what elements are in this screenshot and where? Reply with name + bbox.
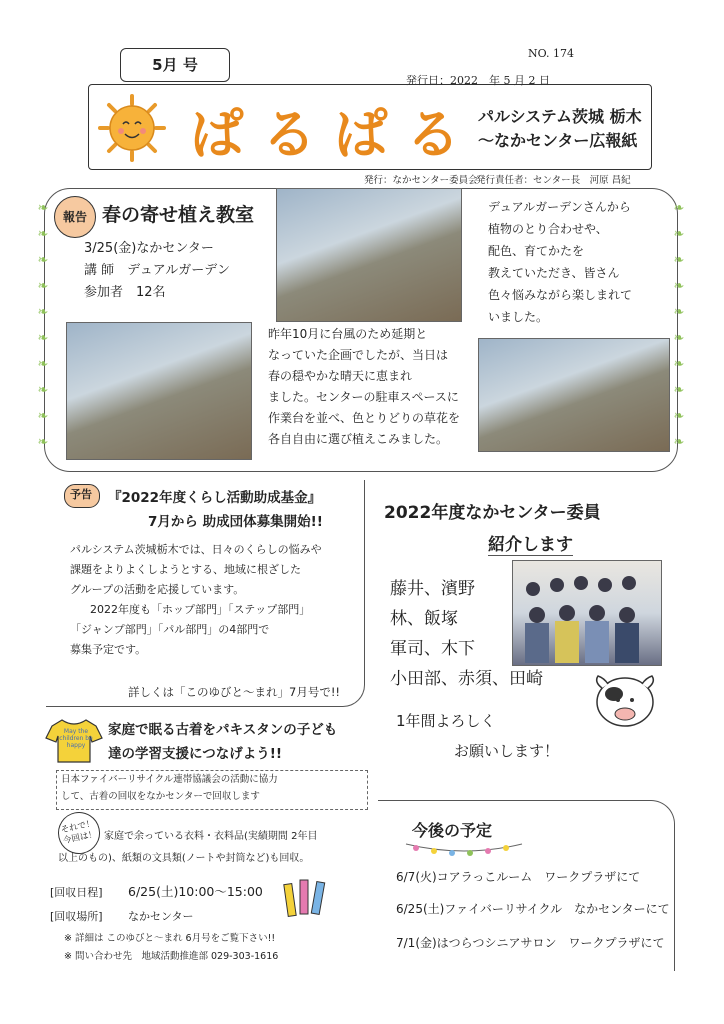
- committee-name-line: 藤井、濱野: [390, 579, 475, 599]
- clothes-body-line: 以上のもの)、紙類の文具類(ノートや封筒など)も回収。: [58, 853, 310, 864]
- notice-heading-1: 『2022年度くらし活動助成基金』: [108, 490, 322, 506]
- sun-icon: [98, 94, 166, 162]
- report-body: [268, 324, 474, 450]
- clothes-body: [104, 826, 366, 848]
- responsible-credit: 発行責任者：センター長 河原 昌紀: [476, 175, 631, 186]
- issue-month-tab: 5月 号: [120, 48, 230, 82]
- issue-number: NO. 174: [528, 47, 574, 60]
- committee-greeting-2: お願いします！: [454, 742, 560, 760]
- clothes-note-line: して、古着の回収をなかセンターで回収します: [61, 791, 260, 802]
- notice-body-line: 「ジャンプ部門」「パル部門」の4部門で: [70, 623, 270, 636]
- committee-photo: [512, 560, 662, 666]
- clothes-body-line: 家庭で余っている衣料・衣料品(実績期間 2年目: [104, 831, 318, 842]
- date-label: [回収日程]: [50, 886, 103, 899]
- report-badge: 報告: [54, 196, 96, 238]
- report-photo-3: [478, 338, 670, 452]
- committee-name-line: 軍司、木下: [390, 639, 475, 659]
- report-side-line: デュアルガーデンさんから: [488, 200, 631, 214]
- report-photo-1: [276, 188, 462, 322]
- report-side-line: 色々悩みながら楽しまれて: [488, 288, 633, 302]
- schedule-item-1: 6/7(火)コアラっこルーム ワークプラザにて: [396, 870, 641, 884]
- report-side-line: 配色、育てかたを: [488, 244, 585, 258]
- report-details: [84, 238, 264, 304]
- date-value: 6/25(土)10:00～15:00: [128, 884, 263, 899]
- committee-heading-1: 2022年度なかセンター委員: [384, 503, 601, 523]
- schedule-item-2: 6/25(土)ファイバーリサイクル なかセンターにて: [396, 902, 670, 916]
- report-heading: 春の寄せ植え教室: [102, 204, 255, 226]
- notice-details: 詳しくは「このゆびと～まれ」7月号で!!: [128, 685, 341, 699]
- org-name: パルシステム茨城 栃木: [478, 107, 642, 126]
- committee-heading-2: 紹介します: [488, 530, 573, 556]
- report-side-text: [488, 196, 668, 328]
- tshirt-text: May the children be happy: [59, 728, 93, 749]
- newsletter-title: ぱるぱる: [190, 103, 478, 166]
- notice-body: [70, 540, 360, 660]
- report-body-line: 作業台を並べ、色とりどりの草花を: [268, 411, 461, 425]
- notice-body-line: グループの活動を応援しています。: [70, 583, 245, 596]
- vine-decoration-right: ❧ ❧ ❧ ❧ ❧ ❧ ❧ ❧ ❧ ❧: [673, 201, 685, 450]
- report-side-line: いました。: [488, 310, 549, 324]
- notice-badge-label: 予告: [70, 488, 92, 501]
- notice-heading-2: 7月から 助成団体募集開始!!: [148, 514, 323, 530]
- vine-decoration-left: ❧ ❧ ❧ ❧ ❧ ❧ ❧ ❧ ❧ ❧: [37, 201, 49, 450]
- clothes-heading-1: 家庭で眠る古着をパキスタンの子ども: [108, 722, 338, 738]
- report-side-line: 植物のとり合わせや、: [488, 222, 608, 236]
- report-body-line: 各自自由に選び植えこみました。: [268, 432, 449, 446]
- notice-body-line: パルシステム茨城栃木では、日々のくらしの悩みや: [70, 543, 322, 556]
- schedule-item-3: 7/1(金)はつらつシニアサロン ワークプラザにて: [396, 936, 665, 950]
- committee-greeting-1: 1年間よろしく: [396, 712, 496, 730]
- clothes-note-line: 日本ファイバーリサイクル連帯協議会の活動に協力: [61, 774, 278, 785]
- pencils-icon: [282, 876, 338, 922]
- notice-body-line: 募集予定です。: [70, 643, 147, 656]
- committee-name-line: 小田部、赤須、田崎: [390, 669, 543, 689]
- report-body-line: 春の穏やかな晴天に恵まれ: [268, 369, 413, 383]
- notice-body-line: 課題をよりよくしようとする、地域に根ざした: [70, 563, 301, 576]
- clothes-body-2: [58, 848, 368, 870]
- report-body-line: なっていた企画でしたが、当日は: [268, 348, 449, 362]
- notice-body-line: 2022年度も「ホップ部門」「ステップ部門」: [90, 603, 311, 616]
- report-participants: 参加者 12名: [84, 285, 166, 300]
- clothes-footnote-2: ※ 問い合わせ先 地域活動推進部 029-303-1616: [64, 951, 279, 962]
- committee-name-line: 林、飯塚: [390, 609, 458, 629]
- report-body-line: 昨年10月に台風のため延期と: [268, 327, 428, 341]
- org-subtitle: ～なかセンター広報紙: [478, 131, 638, 150]
- publisher-credit: 発行：なかセンター委員会: [364, 175, 478, 186]
- publish-date: 発行日：2022 年 5 月 2 日: [406, 74, 550, 87]
- clothes-dashed-note: [56, 770, 368, 810]
- report-date: 3/25(金)なかセンター: [84, 241, 214, 256]
- schedule-heading: 今後の予定: [412, 821, 493, 840]
- people-icon: [513, 561, 661, 665]
- report-instructor: 講 師 デュアルガーデン: [84, 263, 230, 278]
- report-side-line: 教えていただき、皆さん: [488, 266, 620, 280]
- clothes-stamp: それで！今回は！: [54, 808, 104, 858]
- clothes-footnote-1: ※ 詳細は このゆびと～まれ 6月号をご覧下さい!!: [64, 933, 276, 944]
- place-value: なかセンター: [128, 910, 194, 923]
- place-label: [回収場所]: [50, 910, 103, 923]
- clothes-heading-2: 達の学習支援につなげよう!!: [108, 746, 283, 762]
- report-body-line: ました。センターの駐車スペースに: [268, 390, 459, 404]
- bunting-decoration: [404, 840, 524, 860]
- cow-icon: [592, 668, 658, 732]
- report-photo-2: [66, 322, 252, 460]
